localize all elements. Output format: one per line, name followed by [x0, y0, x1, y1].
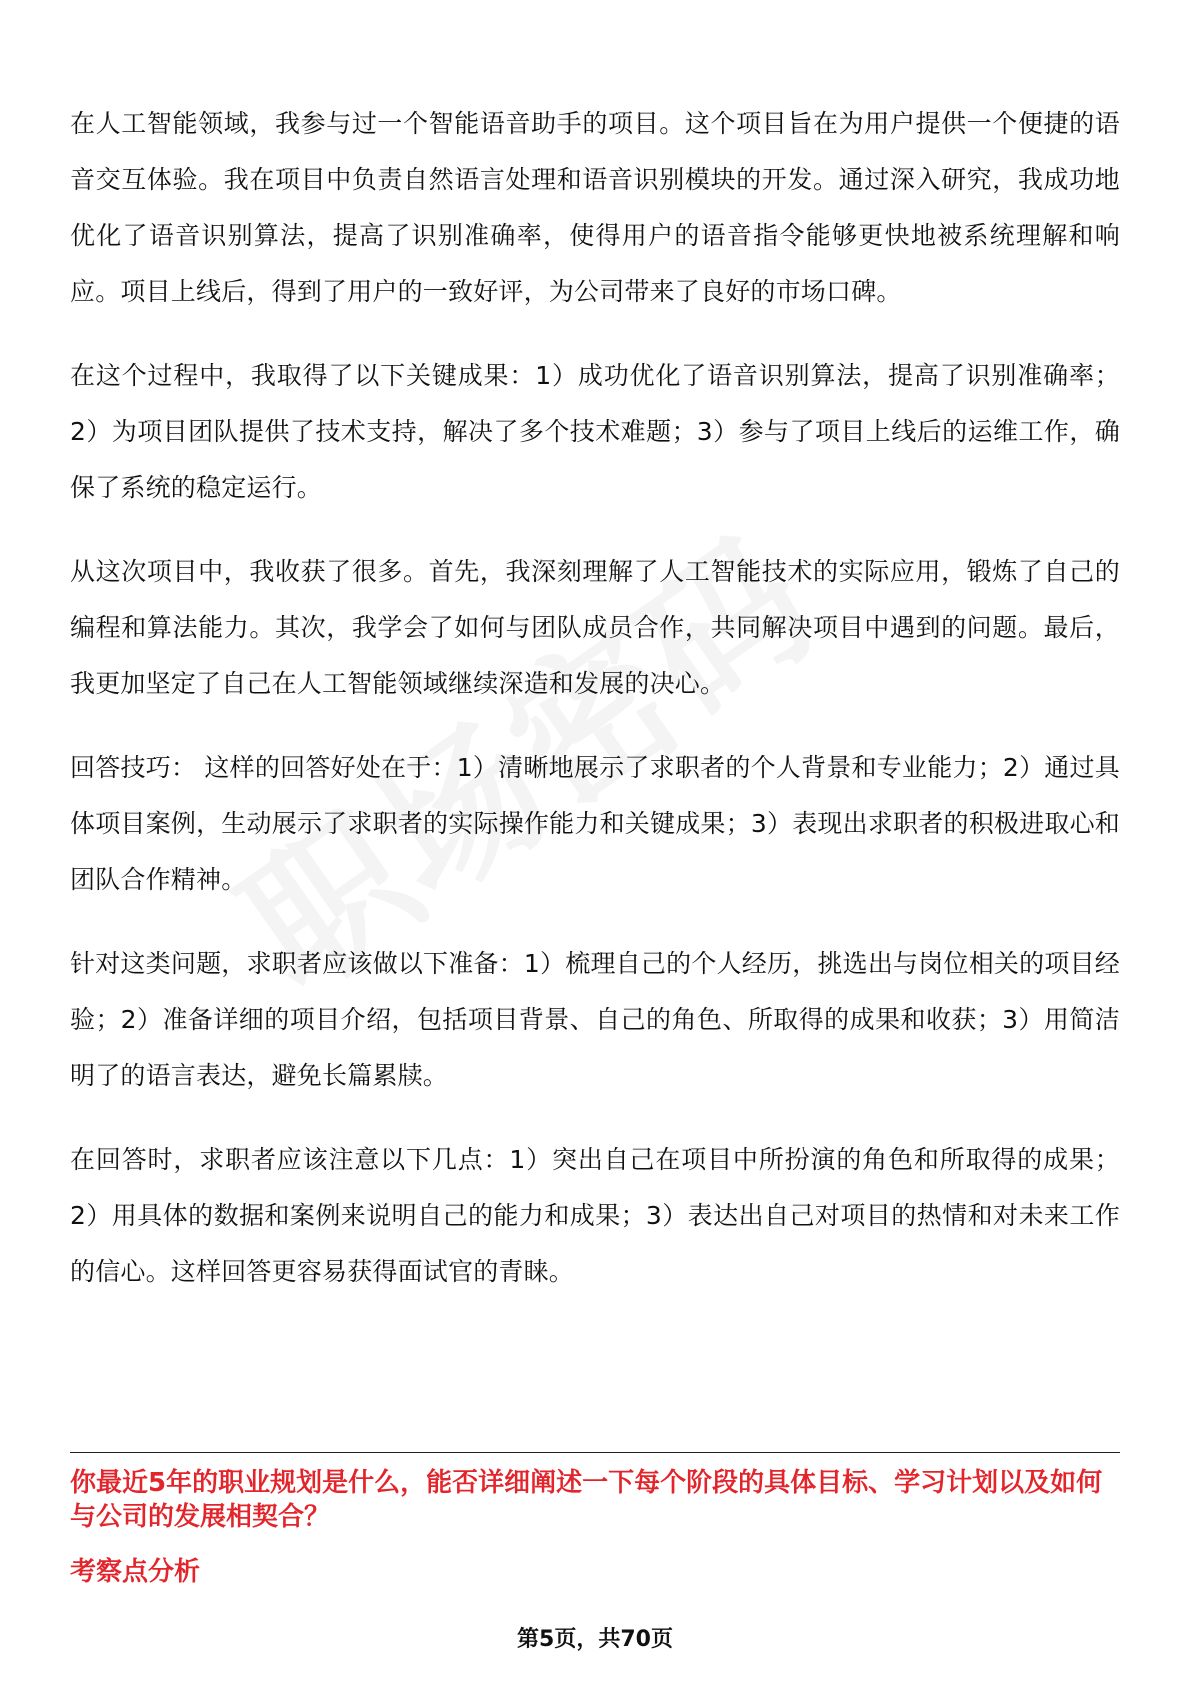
paragraph-preparation: 针对这类问题，求职者应该做以下准备：1）梳理自己的个人经历，挑选出与岗位相关的项目经验；2）准备详细的项目介绍，包括项目背景、自己的角色、所取得的成果和收获；3）用简洁明了的语言表达，避免长篇累牍。 [70, 949, 1120, 1090]
page-number: 第5页，共70页 [517, 1627, 673, 1652]
paragraph-key-results: 在这个过程中，我取得了以下关键成果：1）成功优化了语音识别算法，提高了识别准确率；2）为项目团队提供了技术支持，解决了多个技术难题；3）参与了项目上线后的运维工作，确保了系统的稳定运行。 [70, 361, 1120, 502]
paragraph-project-experience: 在人工智能领域，我参与过一个智能语音助手的项目。这个项目旨在为用户提供一个便捷的语音交互体验。我在项目中负责自然语言处理和语音识别模块的开发。通过深入研究，我成功地优化了语音识别算法，提高了识别准确率，使得用户的语音指令能够更快地被系统理解和响应。项目上线后，得到了用户的一致好评，为公司带来了良好的市场口碑。 [70, 109, 1120, 306]
paragraph-answer-tips: 回答技巧： 这样的回答好处在于：1）清晰地展示了求职者的个人背景和专业能力；2）通过具体项目案例，生动展示了求职者的实际操作能力和关键成果；3）表现出求职者的积极进取心和团队合作精神。 [70, 753, 1120, 894]
paragraph-answer-notes: 在回答时，求职者应该注意以下几点：1）突出自己在项目中所扮演的角色和所取得的成果；2）用具体的数据和案例来说明自己的能力和成果；3）表达出自己对项目的热情和对未来工作的信心。这样回答更容易获得面试官的青睐。 [70, 1145, 1120, 1286]
section-divider [70, 1452, 1120, 1453]
paragraph-lessons: 从这次项目中，我收获了很多。首先，我深刻理解了人工智能技术的实际应用，锻炼了自己的编程和算法能力。其次，我学会了如何与团队成员合作，共同解决项目中遇到的问题。最后，我更加坚定了自己在人工智能领域继续深造和发展的决心。 [70, 557, 1120, 698]
section-heading: 考察点分析 [70, 1557, 201, 1587]
interview-question: 你最近5年的职业规划是什么，能否详细阐述一下每个阶段的具体目标、学习计划以及如何与公司的发展相契合？ [70, 1468, 1103, 1532]
document-body [70, 96, 1120, 1328]
